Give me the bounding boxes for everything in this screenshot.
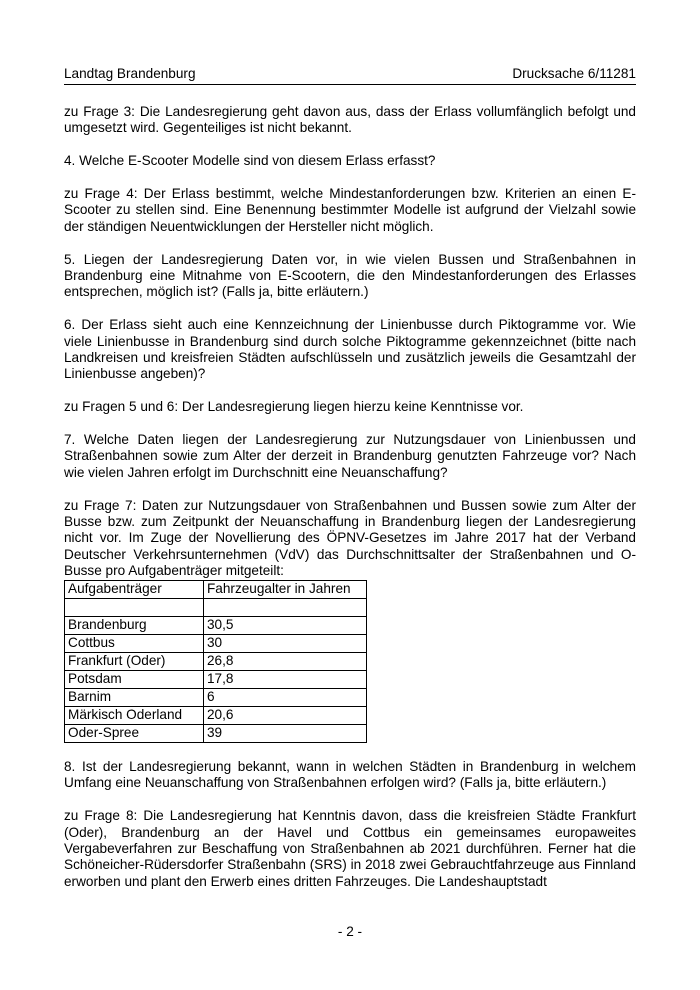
question-7: 7. Welche Daten liegen der Landesregierung zur Nutzungsdauer von Linienbussen und Straßenbahnen sowie zum Alter der derzeit in Brandenburg genutzten Fahrzeuge vor? Nach wie vielen Jahren erfolgt im Durchschnitt eine Neuanschaffung? (64, 432, 636, 480)
question-6: 6. Der Erlass sieht auch eine Kennzeichnung der Linienbusse durch Piktogramme vor. Wie viele Linienbusse in Brandenburg sind durch solche Piktogramme gekennzeichnet (bitte nach Landkreisen und kreisfreien Städten aufschlüsseln und zusätzlich jeweils die Gesamtzahl der Linienbusse angeben)? (64, 317, 636, 382)
table-row (65, 634, 367, 652)
answer-question-7: zu Frage 7: Daten zur Nutzungsdauer von Straßenbahnen und Bussen sowie zum Alter der Busse bzw. zum Zeitpunkt der Neuanschaffung in Brandenburg liegen der Landesregierung nicht vor. Im Zuge der Novellierung des ÖPNV-Gesetzes im Jahre 2017 hat der Verband Deutscher Verkehrsunternehmen (VdV) das Durchschnittsalter der Straßenbahnen und O-Busse pro Aufgabenträger mitgeteilt: (64, 497, 636, 579)
table-row (65, 706, 367, 724)
table-header-row (65, 580, 367, 598)
answer-question-8: zu Frage 8: Die Landesregierung hat Kenntnis davon, dass die kreisfreien Städte Frankfurt (Oder), Brandenburg an der Havel und Cottbus ein gemeinsames europaweites Vergabeverfahren zur Beschaffung von Straßenbahnen ab 2021 durchführen. Ferner hat die Schöneicher-Rüdersdorfer Straßenbahn (SRS) in 2018 zwei Gebrauchtfahrzeuge aus Finnland erworben und plant den Erwerb eines dritten Fahrzeuges. Die Landeshauptstadt (64, 808, 636, 889)
table-row (65, 688, 367, 706)
table-cell: Märkisch Oderland (65, 706, 204, 724)
answer-question-4: zu Frage 4: Der Erlass bestimmt, welche Mindestanforderungen bzw. Kriterien an einen E-Scooter zu stellen sind. Eine Benennung bestimmter Modelle ist aufgrund der Vielzahl sowie der ständigen Neuentwicklungen der Hersteller nicht möglich. (64, 186, 636, 234)
document-body (64, 104, 636, 890)
answer-question-3: zu Frage 3: Die Landesregierung geht davon aus, dass der Erlass vollumfänglich befolgt und umgesetzt wird. Gegenteiliges ist nicht bekannt. (64, 104, 636, 136)
table-cell: 39 (204, 724, 367, 742)
table-cell: Frankfurt (Oder) (65, 652, 204, 670)
question-5: 5. Liegen der Landesregierung Daten vor, in wie vielen Bussen und Straßenbahnen in Brandenburg eine Mitnahme von E-Scootern, die den Mindestanforderungen des Erlasses entsprechen, möglich ist? (Falls ja, bitte erläutern.) (64, 251, 636, 300)
table-row (65, 724, 367, 742)
table-header-cell: Aufgabenträger (65, 580, 204, 598)
table-cell: Potsdam (65, 670, 204, 688)
table-cell: 30,5 (204, 616, 367, 634)
table-cell: Brandenburg (65, 616, 204, 634)
table-cell: Oder-Spree (65, 724, 204, 742)
table-row (65, 598, 367, 616)
table-cell: 30 (204, 634, 367, 652)
table-row (65, 670, 367, 688)
answer-questions-5-6: zu Fragen 5 und 6: Der Landesregierung liegen hierzu keine Kenntnisse vor. (64, 399, 524, 415)
vehicle-age-table (64, 580, 367, 743)
header-document-number: Drucksache 6/11281 (512, 66, 636, 81)
page-header (64, 66, 636, 85)
table-cell: 17,8 (204, 670, 367, 688)
table-row (65, 652, 367, 670)
table-header-cell: Fahrzeugalter in Jahren (204, 580, 367, 598)
table-cell: 20,6 (204, 706, 367, 724)
question-4: 4. Welche E-Scooter Modelle sind von diesem Erlass erfasst? (64, 153, 436, 169)
question-8: 8. Ist der Landesregierung bekannt, wann in welchen Städten in Brandenburg in welchem Umfang eine Neuanschaffung von Straßenbahnen erfolgen wird? (Falls ja, bitte erläutern.) (64, 759, 636, 791)
table-row (65, 616, 367, 634)
page-number: - 2 - (337, 924, 363, 939)
table-cell: 6 (204, 688, 367, 706)
table-cell: 26,8 (204, 652, 367, 670)
table-cell: Barnim (65, 688, 204, 706)
table-cell: Cottbus (65, 634, 204, 652)
header-parliament: Landtag Brandenburg (64, 66, 196, 81)
table-cell (204, 598, 367, 616)
table-cell (65, 598, 204, 616)
